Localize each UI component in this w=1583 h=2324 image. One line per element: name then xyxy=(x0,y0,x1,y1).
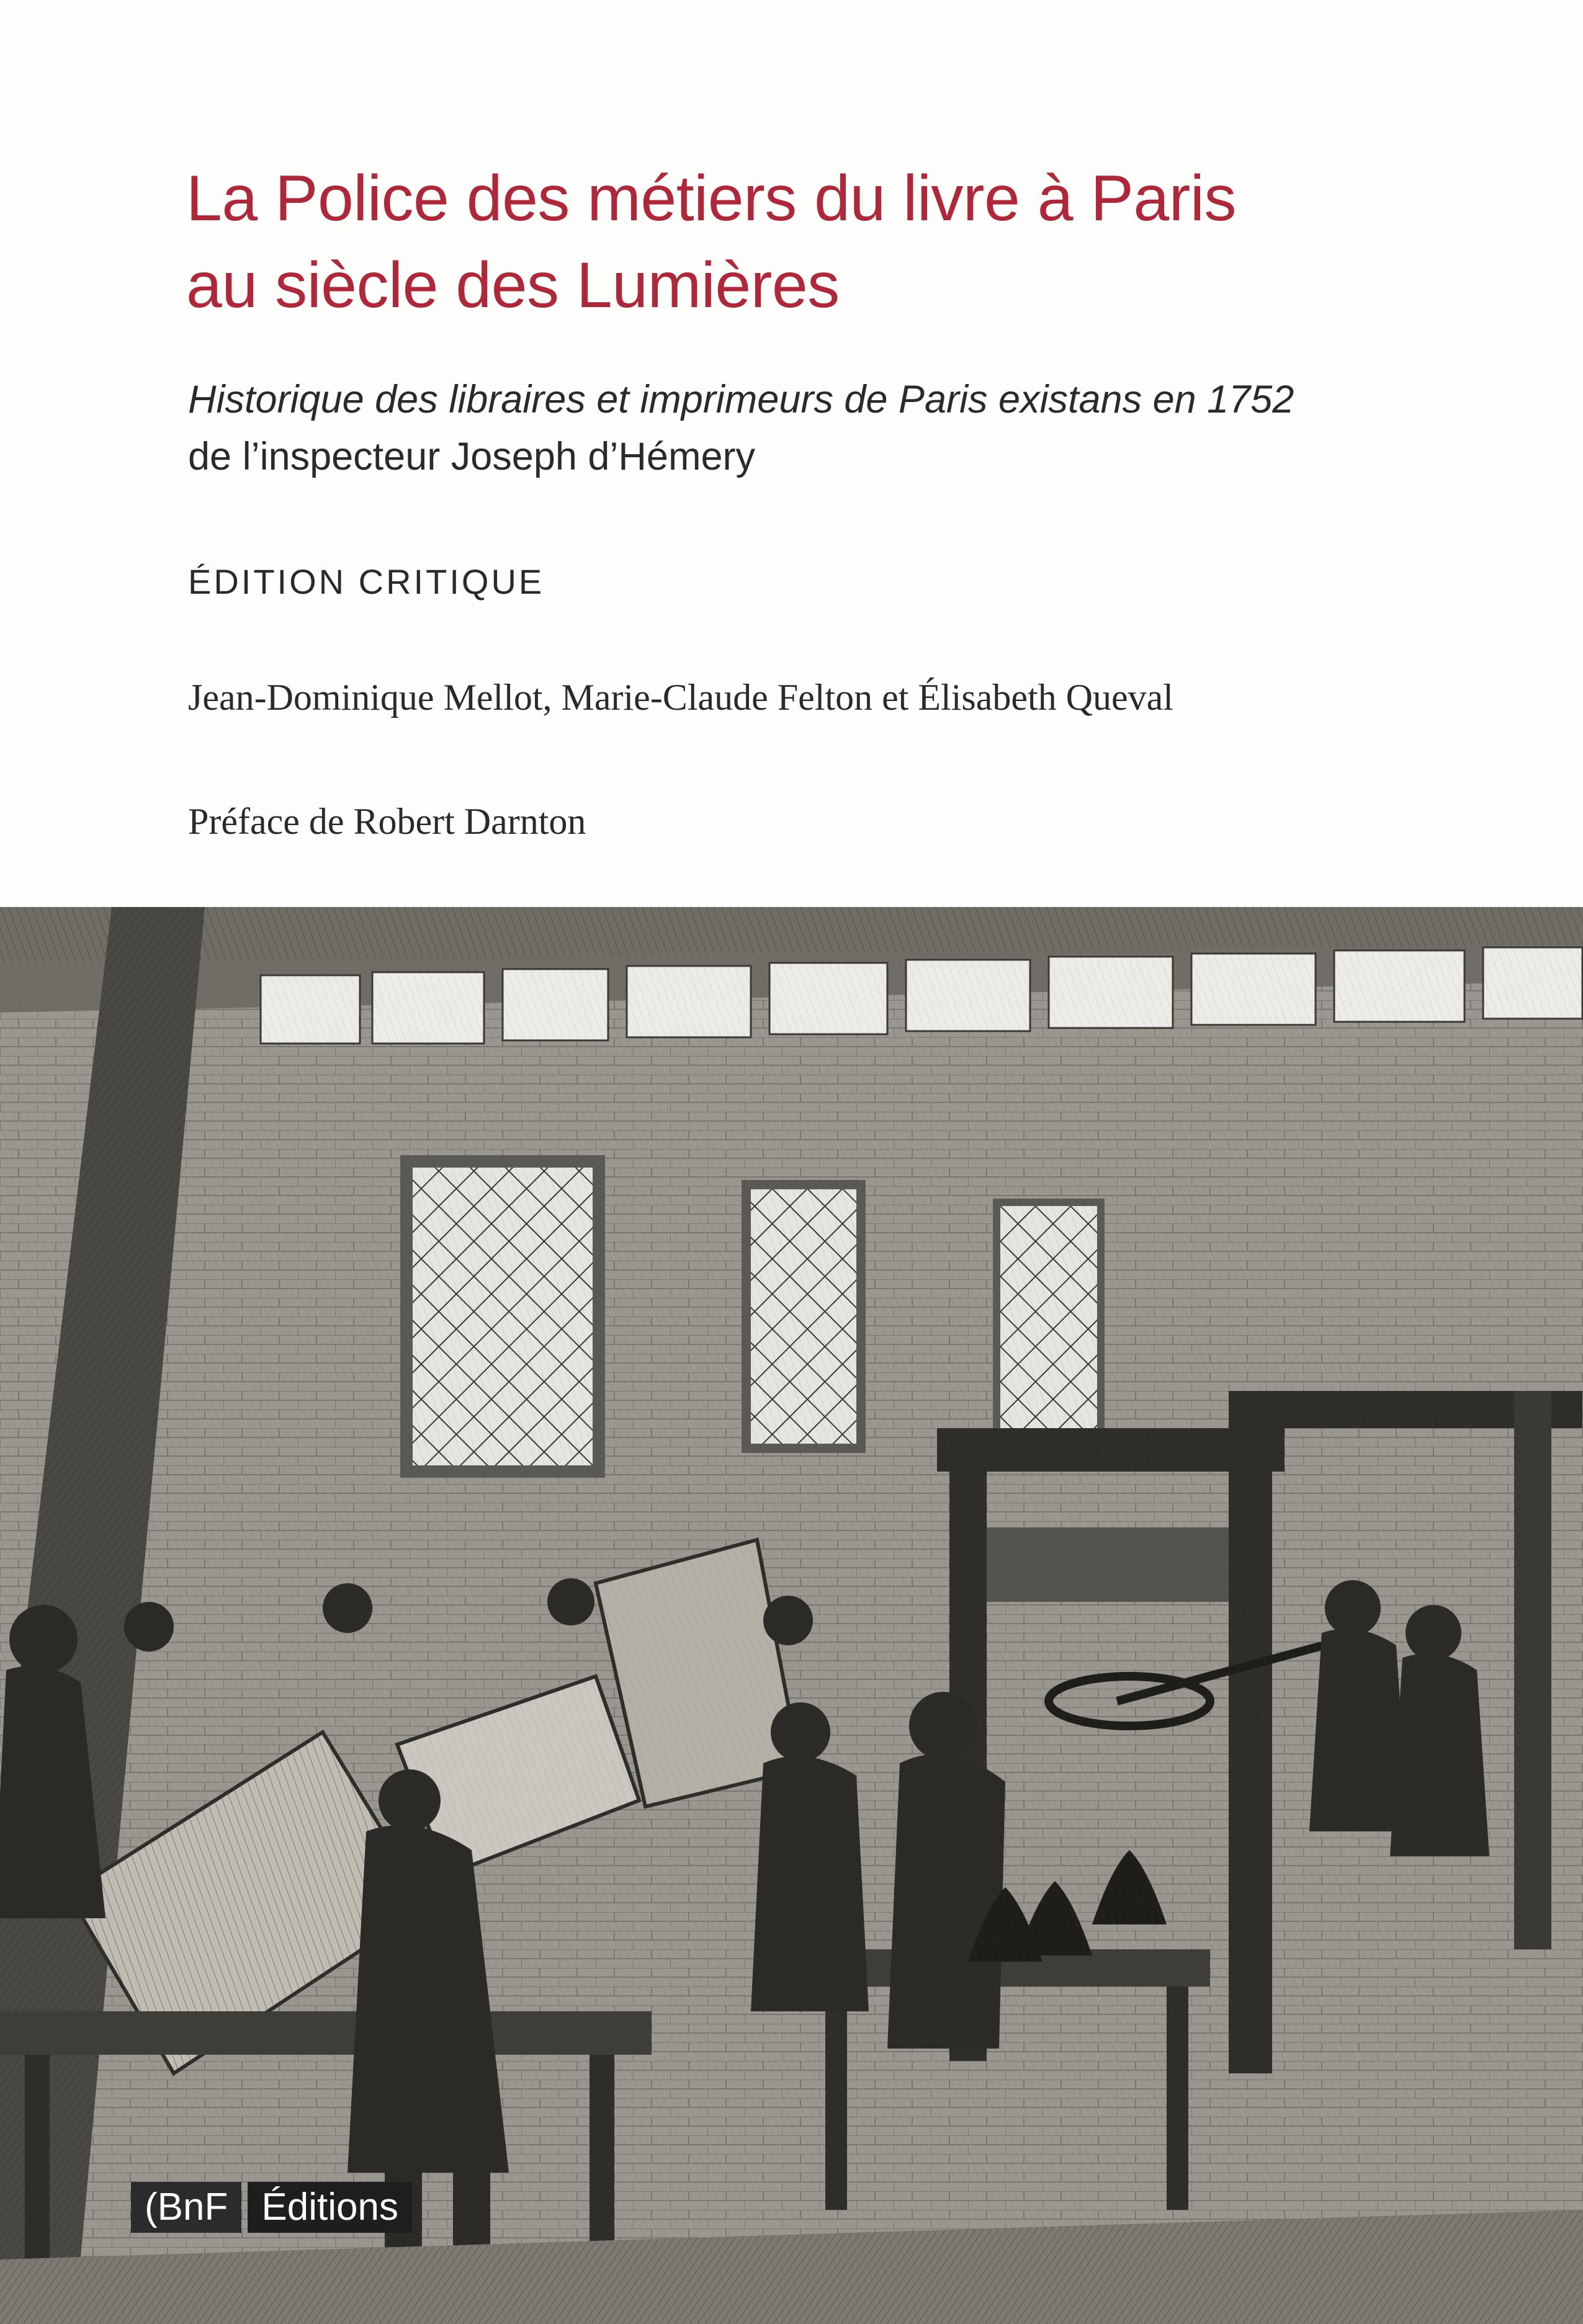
editions-label: Éditions xyxy=(248,2182,412,2233)
printing-workshop-engraving-icon xyxy=(0,907,1583,2324)
engraving-drawing xyxy=(0,907,1583,2324)
subtitle-work-title: Historique des libraires et imprimeurs de Paris existans en 1752 xyxy=(188,378,1294,421)
preface-line: Préface de Robert Darnton xyxy=(188,801,586,842)
book-title-line-2: au siècle des Lumières xyxy=(186,249,840,321)
bnf-label: BnF xyxy=(157,2186,228,2228)
authors-line: Jean-Dominique Mellot, Marie-Claude Felton et Élisabeth Queval xyxy=(188,677,1173,718)
book-title-line-1: La Police des métiers du livre à Paris xyxy=(186,163,1236,235)
book-title xyxy=(186,155,1489,329)
edition-label: ÉDITION CRITIQUE xyxy=(188,562,545,601)
book-subtitle xyxy=(188,371,1522,485)
bnf-logo: (BnF xyxy=(131,2182,241,2233)
subtitle-author-line: de l’inspecteur Joseph d’Hémery xyxy=(188,435,755,478)
publisher-logo xyxy=(131,2182,412,2233)
